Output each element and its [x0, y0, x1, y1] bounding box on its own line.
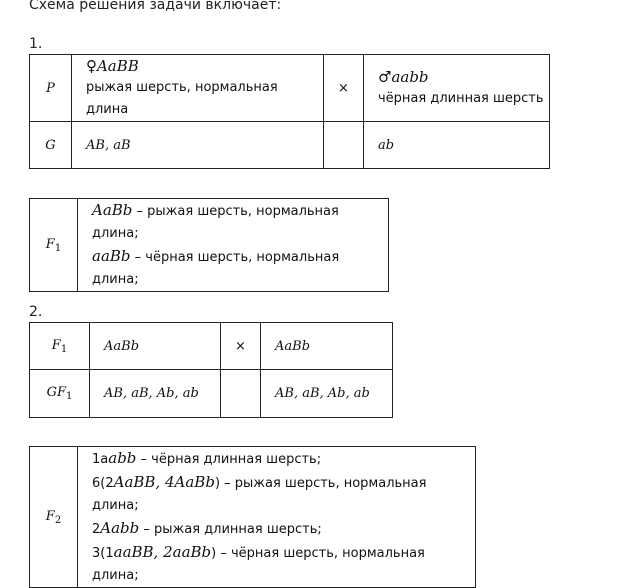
- female-genotype: ♀AaBB: [86, 57, 139, 75]
- male-phenotype: чёрная длинная шерсть: [378, 91, 544, 106]
- row-f1-cross: [30, 323, 393, 370]
- right-genotype: AaBb: [261, 323, 393, 370]
- row-gametes: [30, 122, 550, 169]
- f1-offspring-line-1: AaBb – рыжая шерсть, нормальная длина;: [92, 201, 339, 241]
- row-label-f1: $F_1$: [30, 323, 90, 370]
- empty-cell-2: [221, 370, 261, 418]
- row-label-p: P: [30, 55, 72, 122]
- left-gametes: AB, aB, Ab, ab: [90, 370, 221, 418]
- f1-label: $F_1$: [30, 199, 78, 292]
- row-label-g: G: [30, 122, 72, 169]
- male-genotype: ♂aabb: [378, 68, 429, 86]
- male-parent-cell: [364, 55, 550, 122]
- cross-table-2: [29, 322, 393, 418]
- cross-symbol-2: ×: [221, 323, 261, 370]
- male-gametes: ab: [364, 122, 550, 169]
- f2-line-1: 1aabb – чёрная длинная шерсть;: [92, 449, 322, 467]
- left-genotype: AaBb: [90, 323, 221, 370]
- cross-table-1: [29, 54, 550, 169]
- row-label-gf1: $GF_1$: [30, 370, 90, 418]
- row-parents: [30, 55, 550, 122]
- f1-offspring-cell: [78, 199, 389, 292]
- f1-offspring-line-2: aaBb – чёрная шерсть, нормальная длина;: [92, 247, 340, 287]
- f2-line-4: 3(1aaBB, 2aaBb) – чёрная шерсть, нормальная длина;: [92, 543, 425, 583]
- f2-label: $F_2$: [30, 447, 78, 588]
- f1-table: [29, 198, 389, 292]
- section-1-number: 1.: [29, 36, 43, 52]
- empty-cell: [324, 122, 364, 169]
- row-gf1: [30, 370, 393, 418]
- right-gametes: AB, aB, Ab, ab: [261, 370, 393, 418]
- female-gametes: AB, aB: [72, 122, 324, 169]
- intro-text: Схема решения задачи включает:: [29, 0, 282, 13]
- f2-table: [29, 446, 476, 588]
- female-parent-cell: [72, 55, 324, 122]
- female-phenotype: рыжая шерсть, нормальная длина: [86, 80, 278, 117]
- f2-offspring-cell: [78, 447, 476, 588]
- cross-symbol: ×: [324, 55, 364, 122]
- f2-line-2: 6(2AaBB, 4AaBb) – рыжая шерсть, нормальная длина;: [92, 473, 427, 513]
- section-2-number: 2.: [29, 304, 43, 320]
- f2-line-3: 2Aabb – рыжая длинная шерсть;: [92, 519, 322, 537]
